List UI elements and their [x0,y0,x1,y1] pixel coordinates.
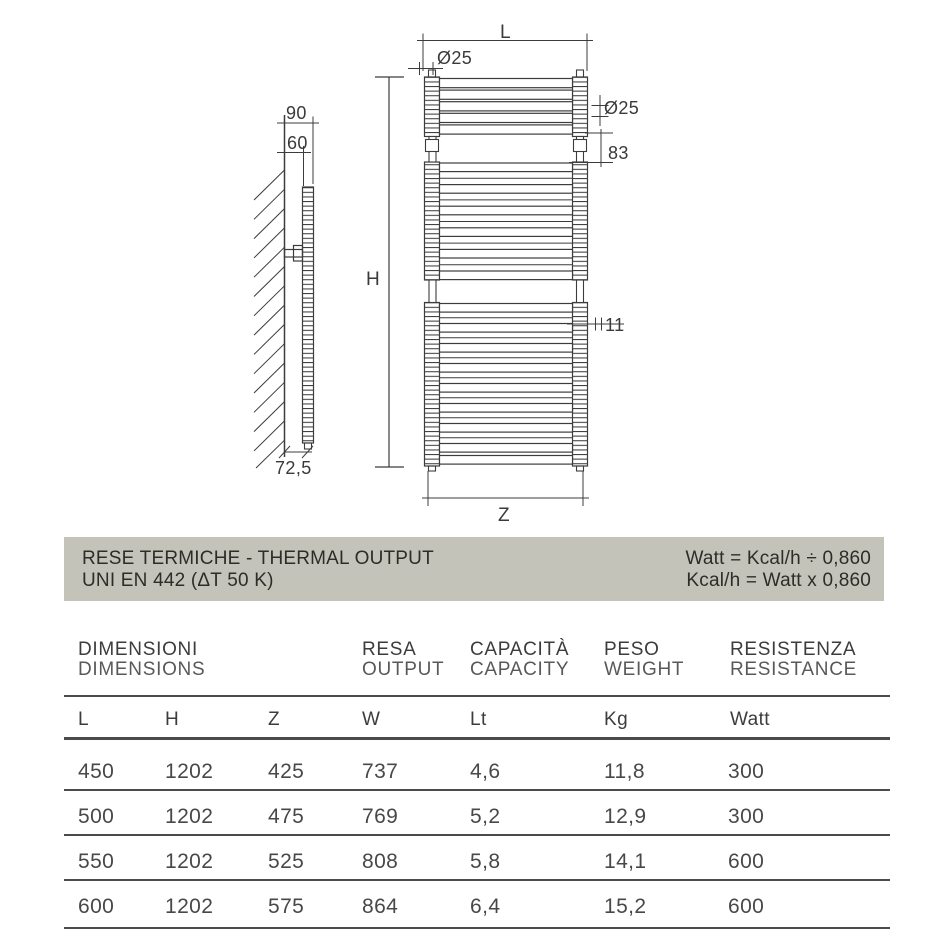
group-label-it: CAPACITÀ [470,639,570,660]
cell-kg: 15,2 [604,895,647,918]
side-view [254,115,319,468]
cell-watt: 300 [728,760,765,783]
unit-header: Z [268,709,281,730]
tube [440,324,573,333]
pipe-fitting [426,140,439,152]
group-label-en: CAPACITY [470,658,570,680]
banner-title-line1: RESE TERMICHE - THERMAL OUTPUT [82,548,434,569]
unit-header: L [78,709,89,730]
tube [440,185,573,194]
group-label-it: DIMENSIONI [78,639,198,660]
cell-h: 1202 [165,805,214,828]
tube-diameter-top-label: Ø25 [437,48,473,68]
cell-l: 450 [78,760,115,783]
cell-z: 575 [268,895,305,918]
column-group-output [362,640,444,679]
connector-pipe [429,280,436,303]
collector-foot [577,466,584,471]
cell-z: 525 [268,850,305,873]
cell-l: 550 [78,850,115,873]
column-group-capacity [470,640,569,679]
table-rule-heavy [64,927,890,929]
tube [440,90,573,99]
cell-kg: 12,9 [604,805,647,828]
cell-l: 600 [78,895,115,918]
right-collector [573,303,588,467]
cell-z: 425 [268,760,305,783]
cell-h: 1202 [165,760,214,783]
collector-foot [429,466,436,471]
tube [440,404,573,413]
front-width-label: L [500,22,511,43]
right-collector [573,162,588,280]
cell-h: 1202 [165,850,214,873]
tube-gap-label: 11 [605,315,625,335]
cell-w: 737 [362,760,399,783]
tube [440,344,573,353]
unit-header: Kg [604,709,629,730]
cell-lt: 5,2 [470,805,501,828]
side-depth-bottom-label: 72,5 [275,458,312,478]
left-collector [425,162,440,280]
group-label-en: WEIGHT [604,658,685,680]
group-label-en: DIMENSIONS [78,658,206,680]
cell-w: 769 [362,805,399,828]
group-label-it: PESO [604,639,660,660]
cell-lt: 4,6 [470,760,501,783]
tube [440,444,573,453]
side-depth-axis-label: 60 [287,133,308,153]
group-label-it: RESISTENZA [730,639,857,660]
tube [440,424,573,433]
tube [440,125,573,134]
cell-lt: 6,4 [470,895,501,918]
cell-z: 475 [268,805,305,828]
collector-cap [429,70,436,77]
thermal-output-banner [64,537,884,601]
side-depth-total-label: 90 [286,103,307,123]
cell-h: 1202 [165,895,214,918]
tube [440,249,573,258]
tube [440,113,573,122]
tube-diameter-right-label: Ø25 [604,98,640,118]
table-rule [64,695,890,697]
rear-tube-lines [440,318,572,438]
banner-title-line2: UNI EN 442 (ΔT 50 K) [82,569,274,591]
cell-kg: 14,1 [604,850,647,873]
pipe-fitting [574,140,587,152]
tube [440,271,573,280]
cell-w: 864 [362,895,399,918]
group-label-it: RESA [362,639,417,660]
unit-header: H [165,709,180,730]
collector-cap [577,70,584,77]
wall-bracket-block [294,246,303,262]
group-label-en: RESISTANCE [730,658,858,680]
front-axis-width-label: Z [498,505,511,526]
unit-header: Watt [730,709,770,730]
front-height-label: H [366,269,381,290]
manifold-gap-label: 83 [608,143,629,163]
cell-watt: 600 [728,850,765,873]
column-group-resistance [730,640,857,679]
unit-header: Lt [470,709,487,730]
table-rule [64,834,890,836]
cell-lt: 5,8 [470,850,501,873]
banner-formula-line2: Kcal/h = Watt x 0,860 [686,569,871,591]
tube [440,206,573,215]
wall-hatching [254,170,285,468]
column-group-dimensions [78,640,205,679]
right-collector [573,77,588,137]
cell-kg: 11,8 [604,760,645,783]
front-view [425,70,588,471]
side-tube-stack [303,187,314,443]
tube [440,456,573,465]
group-label-en: OUTPUT [362,658,445,680]
banner-formula-line1: Watt = Kcal/h ÷ 0,860 [685,548,871,569]
column-group-weight [604,640,684,679]
banner-title [82,548,434,601]
cell-watt: 300 [728,805,765,828]
tube [440,304,573,313]
tube [440,163,573,172]
table-rule [64,789,890,791]
left-collector [425,77,440,137]
table-rule-heavy [64,737,890,740]
left-collector [425,303,440,467]
tube [440,228,573,237]
tube [440,102,573,111]
cell-w: 808 [362,850,399,873]
tube [440,364,573,373]
connector-pipe [577,280,584,303]
tube [440,79,573,88]
cell-l: 500 [78,805,115,828]
table-rule [64,879,890,881]
banner-formulas [685,548,871,601]
cell-watt: 600 [728,895,765,918]
tube [440,384,573,393]
unit-header: W [362,709,381,730]
